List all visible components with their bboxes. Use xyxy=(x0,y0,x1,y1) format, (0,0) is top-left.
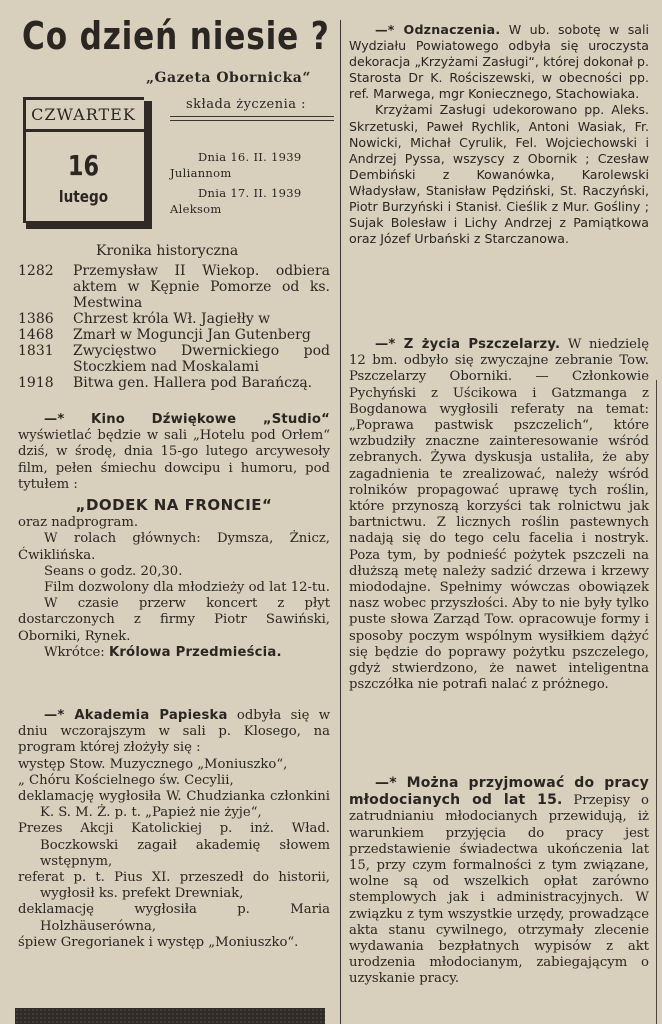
chronicle-year: 1468 xyxy=(18,327,54,343)
chronicle-text: Zwycięstwo Dwernickiego pod Stoczkiem nad Moskalami xyxy=(73,343,330,375)
academy-item: deklamację wygłosiła W. Chudzianka członkini K. S. M. Ż. p. t. „Papież nie żyje“, xyxy=(18,789,330,821)
double-rule xyxy=(170,116,334,121)
cinema-showtime: Seans o godz. 20,30. xyxy=(44,563,183,579)
column-divider xyxy=(340,20,341,1024)
academy-item: występ Stow. Muzycznego „Moniuszko“, xyxy=(18,756,288,772)
chronicle-entry xyxy=(18,375,330,391)
beekeepers-body: W niedzielę 12 bm. odbyło się zwyczajne zebranie Tow. Pszczelarzy Oborniki. — Członkowie Pychyński z Uścikowa i Gatzmanga z Bogdanowa wygłosili referaty na temat: „Poprawa pastwisk pszczelich“, które wzbudziły znaczne zainteresowanie wśród zebranych. Żywa dyskusja ustaliła, że aby zagadnienia te zrealizować, należy wśród rolników propagować uprawę tych roślin, które przynoszą korzyści tak rolnictwu jak bartnictwu. Z licznych roślin pastewnych nadają się do tego celu facelia i nostryk. Poza tym, by podnieść pożytek pszczeli na dłuższą metę należy sadzić drzewa i krzewy miododajne. Spełnimy wówczas obowiązek nasz wobec przyszłości. Aby to nie były tylko puste słowa Zarząd Tow. opracowuje formy i sposoby poczym wspólnym wysiłkiem dążyć się będzie do poprawy pożytku pszczelego, gdyż stwierdzono, że nawet inteligentna pszczółka nie potrafi nalać z próżnego. xyxy=(349,337,650,693)
cinema-age: Film dozwolony dla młodzieży od lat 12-tu. xyxy=(44,580,330,596)
academy-item: „ Chóru Kościelnego św. Cecylii, xyxy=(18,772,234,788)
decorations-body: W ub. sobotę w sali Wydziału Powiatowego odbyła się uroczysta dekoracja „Krzyżami Zasługi“, której dokonał p. Starosta Dr K. Rościszewski, w obecności pp. ref. Marwega, mgr Koniecznego, Stachowiaka. xyxy=(349,22,649,102)
decorations-recipients: Krzyżami Zasługi udekorowano pp. Aleks. Skrzetuski, Paweł Rychlik, Antoni Wasiak, Fr. Nowicki, Michał Cyrulik, Fel. Wojciechowski i Andrzej Pyssa, wszyscy z Obornik ; Czesław Dembiński z Kowanówka, Karolewski Władysław, Stanisław Pędziński, St. Raczyński, Piotr Burzyński i Stanisł. Cieślik z Mur. Gośliny ; Sujak Bolesław i Lichy Andrzej z Pamiątkowa oraz Józef Urbański z Starczanowa. xyxy=(349,102,649,247)
chronicle-year: 1831 xyxy=(18,343,54,359)
nameday-names: Juliannom xyxy=(170,166,232,180)
article-beekeepers xyxy=(349,337,649,693)
article-youth-work xyxy=(349,775,649,988)
cinema-extra: oraz nadprogram. xyxy=(18,515,139,531)
greeting-paper-name: „Gazeta Obornicka“ xyxy=(146,70,311,86)
calendar-shadow-bottom xyxy=(26,221,152,229)
section-masthead xyxy=(22,14,330,58)
cinema-concert: W czasie przerw koncert z płyt dostarczonych z firmy Piotr Sawiński, Oborniki, Rynek. xyxy=(18,596,330,644)
chronicle-text: Chrzest króla Wł. Jagiełły w xyxy=(73,311,271,327)
academy-item: śpiew Gregorianek i występ „Moniuszko“. xyxy=(18,934,299,950)
page-edge-rule xyxy=(656,380,657,1024)
calendar-separator xyxy=(26,129,144,132)
cinema-headline: —* Kino Dźwiękowe „Studio“ xyxy=(44,412,330,427)
greeting-text: składa życzenia : xyxy=(186,97,307,112)
academy-intro: odbyła się w dniu wczorajszym w sali p. Klosego, na program której złożyły się : xyxy=(18,708,330,756)
chronicle-title: Kronika historyczna xyxy=(96,243,239,259)
chronicle-text: Zmarł w Moguncji Jan Gutenberg xyxy=(73,327,311,343)
cinema-soon-label: Wkrótce: xyxy=(44,644,105,660)
chronicle-entry xyxy=(18,327,330,343)
calendar-weekday: CZWARTEK xyxy=(31,105,136,124)
chronicle-text: Przemysław II Wiekop. odbiera aktem w Kępnie Pomorze od ks. Mestwina xyxy=(73,263,330,311)
chronicle-entry xyxy=(18,343,330,375)
chronicle-year: 1386 xyxy=(18,311,54,327)
chronicle-list xyxy=(18,263,330,391)
beekeepers-headline: —* Z życia Pszczelarzy. xyxy=(375,337,561,352)
nameday-names: Aleksom xyxy=(170,202,222,216)
masthead-title: Co dzień niesie ? xyxy=(22,14,330,58)
film-title: „DODEK NA FRONCIE“ xyxy=(75,496,273,515)
nameday-date: Dnia 17. II. 1939 xyxy=(198,186,302,200)
article-decorations xyxy=(349,22,649,247)
calendar-day-number: 16 xyxy=(67,149,100,182)
calendar-box xyxy=(23,97,149,228)
chronicle-text: Bitwa gen. Hallera pod Barańczą. xyxy=(73,375,313,391)
nameday-date: Dnia 16. II. 1939 xyxy=(198,150,302,164)
chronicle-entry xyxy=(18,263,330,311)
chronicle-year: 1282 xyxy=(18,263,54,279)
cinema-body: wyświetlać będzie w sali „Hotelu pod Orłem“ dziś, w środę, dnia 15-go lutego arcywesoły film, pełen śmiechu dowcipu i humoru, pod tytułem : xyxy=(18,428,330,492)
youth-work-headline: —* Można przyjmować do pracy młodocianych od lat 15. xyxy=(349,775,649,809)
youth-work-body: Przepisy o zatrudnianiu młodocianych przewidują, iż warunkiem przyjęcia do pracy jest przedstawienie świadectwa ukończenia lat 15, przy czym formalności z tym związane, wolne są od wszelkich opłat zarówno stemplowych jak i administracyjnych. W związku z tym wszystkie urzędy, prowadzące akta stanu cywilnego, otrzymały zlecenie wydawania bezpłatnych wypisów z akt urodzenia młodocianym, zabiegającym o uzyskanie pracy. xyxy=(349,793,649,987)
article-academy xyxy=(18,708,330,951)
cinema-soon-title: Królowa Przedmieścia. xyxy=(108,644,282,660)
academy-headline: —* Akademia Papieska xyxy=(44,708,228,723)
academy-item: deklamację wygłosiła p. Maria Holzhäuserówna, xyxy=(18,902,330,934)
cinema-cast: W rolach głównych: Dymsza, Żnicz, Ćwiklińska. xyxy=(18,531,330,563)
calendar-shadow-right xyxy=(144,101,152,228)
decorations-headline: —* Odznaczenia. xyxy=(375,22,501,37)
chronicle-entry xyxy=(18,311,330,327)
article-cinema xyxy=(18,412,330,661)
calendar-month: lutego xyxy=(58,187,109,206)
photo-strip xyxy=(15,1008,325,1024)
academy-item: Prezes Akcji Katolickiej p. inż. Wład. Boczkowski zagaił akademię słowem wstępnym, xyxy=(18,821,330,869)
chronicle-year: 1918 xyxy=(18,375,54,391)
academy-item: referat p. t. Pius XI. przeszedł do historii, wygłosił ks. prefekt Drewniak, xyxy=(18,870,330,902)
